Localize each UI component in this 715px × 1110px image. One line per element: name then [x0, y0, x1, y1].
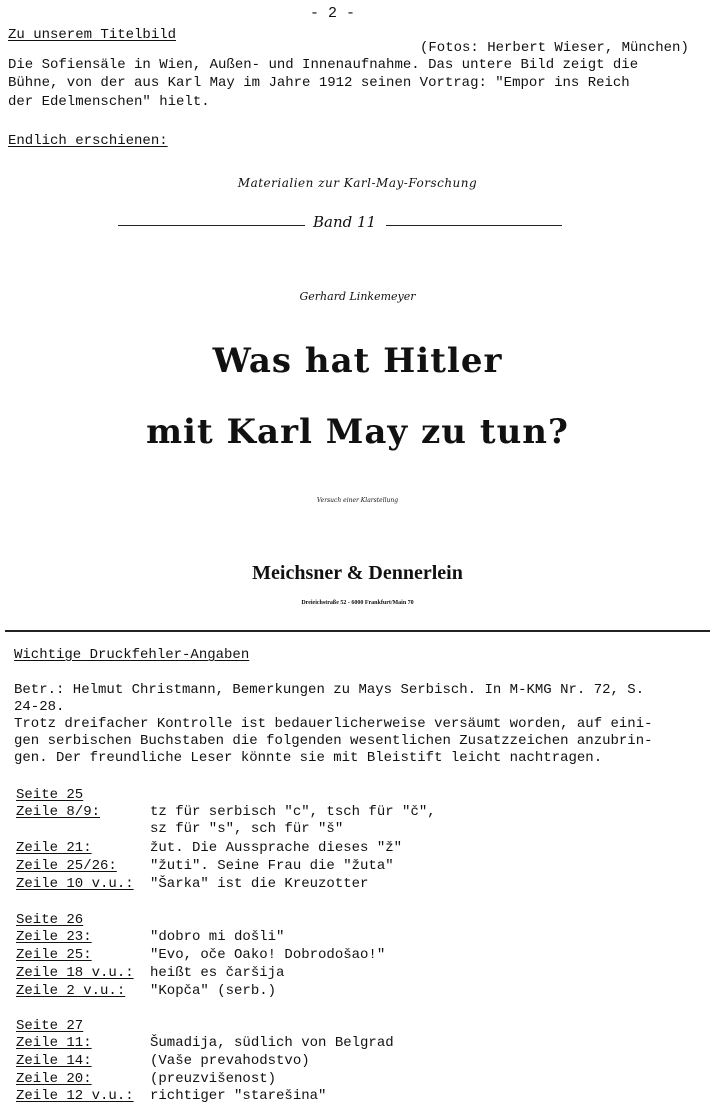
- errata-row-label: Zeile 12 v.u.:: [16, 1088, 134, 1104]
- cover-caption-line: der Edelmenschen" hielt.: [8, 94, 210, 110]
- errata-row-text: "Kopča" (serb.): [150, 983, 277, 999]
- errata-row: [16, 1035, 706, 1052]
- errata-section-title: Seite 26: [16, 912, 84, 928]
- errata-section-title: Seite 27: [16, 1018, 84, 1034]
- errata-row: [16, 858, 706, 875]
- errata-row-label: Zeile 10 v.u.:: [16, 876, 134, 892]
- errata-row-label: Zeile 8/9:: [16, 804, 101, 820]
- errata-row-text: (preuzvišenost): [150, 1071, 277, 1087]
- errata-row-text: "Šarka" ist die Kreuzotter: [150, 876, 369, 892]
- errata-intro-line: gen serbischen Buchstaben die folgenden wesentlichen Zusatzzeichen anzubrin-: [14, 733, 653, 749]
- errata-row-label: Zeile 20:: [16, 1071, 92, 1087]
- errata-row-label: Zeile 2 v.u.:: [16, 983, 126, 999]
- cover-caption-line: Die Sofiensäle in Wien, Außen- und Innenaufnahme. Das untere Bild zeigt die: [8, 57, 639, 73]
- page-number: - 2 -: [310, 5, 356, 22]
- divider-left: [118, 225, 305, 226]
- announcement-heading: Endlich erschienen:: [8, 133, 168, 149]
- errata-intro-line: Trotz dreifacher Kontrolle ist bedauerlicherweise versäumt worden, auf eini-: [14, 716, 653, 732]
- errata-row: [16, 1071, 706, 1088]
- book-title-line-2: mit Karl May zu tun?: [146, 412, 569, 452]
- book-author: Gerhard Linkemeyer: [299, 290, 416, 303]
- errata-row-text: sz für "s", sch für "š": [150, 821, 344, 837]
- errata-row-text: "Evo, oče Oako! Dobrodošao!": [150, 947, 386, 963]
- errata-row-label: Zeile 21:: [16, 840, 92, 856]
- errata-row: [16, 965, 706, 982]
- volume-label: Band 11: [313, 213, 377, 231]
- book-title-line-1: Was hat Hitler: [212, 341, 503, 381]
- errata-row-label: Zeile 14:: [16, 1053, 92, 1069]
- errata-row: [16, 876, 706, 893]
- errata-intro-line: 24-28.: [14, 699, 65, 715]
- section-divider: [5, 630, 710, 632]
- errata-row: [16, 947, 706, 964]
- errata-row-text: heißt es čaršija: [150, 965, 285, 981]
- errata-row-text: (Vaše prevahodstvo): [150, 1053, 310, 1069]
- errata-section-title: Seite 25: [16, 787, 84, 803]
- photo-credit: (Fotos: Herbert Wieser, München): [420, 40, 689, 56]
- errata-row-text: "dobro mi došli": [150, 929, 285, 945]
- errata-row-text: žut. Die Aussprache dieses "ž": [150, 840, 403, 856]
- errata-row-label: Zeile 25:: [16, 947, 92, 963]
- errata-row-text: Šumadija, südlich von Belgrad: [150, 1035, 394, 1051]
- errata-row: [16, 1088, 706, 1105]
- errata-row-label: Zeile 18 v.u.:: [16, 965, 134, 981]
- errata-row: [16, 821, 706, 838]
- book-subtitle: Versuch einer Klarstellung: [316, 497, 399, 504]
- divider-right: [386, 225, 562, 226]
- cover-heading: Zu unserem Titelbild: [8, 27, 177, 43]
- errata-row: [16, 983, 706, 1000]
- errata-row-text: "žuti". Seine Frau die "žuta": [150, 858, 394, 874]
- errata-row-label: Zeile 23:: [16, 929, 92, 945]
- publisher-address: Dreieichstraße 52 - 6000 Frankfurt/Main 70: [301, 600, 414, 606]
- errata-intro-line: gen. Der freundliche Leser könnte sie mit Bleistift leicht nachtragen.: [14, 750, 603, 766]
- errata-row-text: tz für serbisch "c", tsch für "č",: [150, 804, 436, 820]
- cover-caption-line: Bühne, von der aus Karl May im Jahre 1912 seinen Vortrag: "Empor ins Reich: [8, 75, 630, 91]
- errata-row: [16, 804, 706, 821]
- series-title: Materialien zur Karl-May-Forschung: [237, 176, 478, 190]
- errata-row: [16, 840, 706, 857]
- publisher-name: Meichsner & Dennerlein: [252, 562, 463, 584]
- errata-heading: Wichtige Druckfehler-Angaben: [14, 647, 250, 663]
- errata-row: [16, 929, 706, 946]
- errata-intro-line: Betr.: Helmut Christmann, Bemerkungen zu Mays Serbisch. In M-KMG Nr. 72, S.: [14, 682, 645, 698]
- errata-row-text: richtiger "starešina": [150, 1088, 327, 1104]
- errata-row-label: Zeile 25/26:: [16, 858, 117, 874]
- errata-row-label: Zeile 11:: [16, 1035, 92, 1051]
- errata-row: [16, 1053, 706, 1070]
